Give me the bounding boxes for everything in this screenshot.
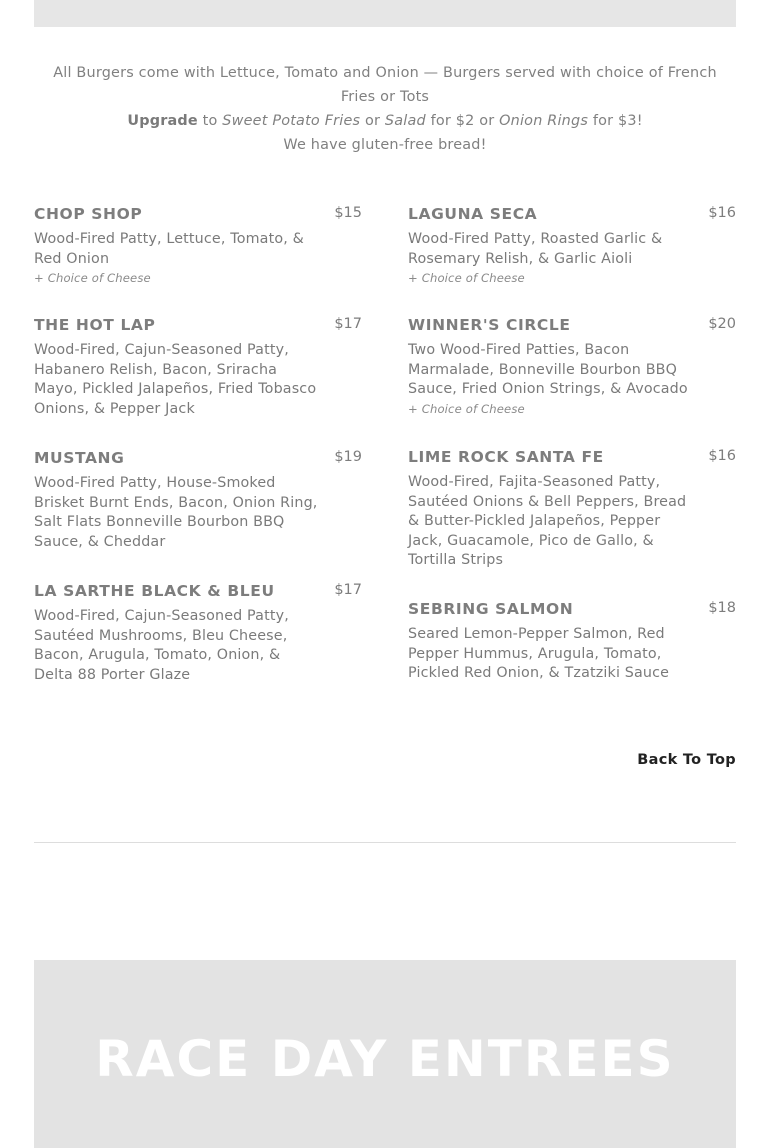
item-name: MUSTANG <box>34 449 125 467</box>
item-description <box>408 625 693 684</box>
item-price: $16 <box>708 205 736 221</box>
item-desc-text: Wood-Fired Patty, Roasted Garlic & Rosemary Relish, & Garlic Aioli <box>408 231 663 267</box>
back-to-top-link[interactable]: Back To Top <box>637 752 736 768</box>
option-sweet-potato: Sweet Potato Fries <box>222 113 361 129</box>
item-desc-text: Wood-Fired, Cajun-Seasoned Patty, Habanero Relish, Bacon, Sriracha Mayo, Pickled Jalapeños, Fried Tobasco Onions, & Pepper Jack <box>34 342 317 417</box>
item-desc-text: Wood-Fired, Fajita-Seasoned Patty, Sautéed Onions & Bell Peppers, Bread & Butter-Pickled Jalapeños, Pepper Jack, Guacamole, Pico de Gallo, & Tortilla Strips <box>408 474 687 569</box>
item-desc-text: Wood-Fired Patty, Lettuce, Tomato, & Red Onion <box>34 231 304 267</box>
item-note: + Choice of Cheese <box>408 271 525 286</box>
item-price: $16 <box>708 448 736 464</box>
item-description <box>34 341 319 419</box>
option-onion-rings: Onion Rings <box>499 113 589 129</box>
burger-intro <box>34 61 736 157</box>
item-desc-text: Two Wood-Fired Patties, Bacon Marmalade, Bonneville Bourbon BBQ Sauce, Fried Onion Strings, & Avocado <box>408 342 688 398</box>
item-price: $17 <box>334 316 362 332</box>
section-banner <box>34 960 736 1148</box>
item-description <box>34 230 319 287</box>
item-price: $17 <box>334 582 362 598</box>
item-name: WINNER'S CIRCLE <box>408 316 571 334</box>
intro-for-3: for $3! <box>588 113 643 129</box>
item-desc-text: Seared Lemon-Pepper Salmon, Red Pepper Hummus, Arugula, Tomato, Pickled Red Onion, & Tzatziki Sauce <box>408 626 670 682</box>
item-name: CHOP SHOP <box>34 205 143 223</box>
item-name: LIME ROCK SANTA FE <box>408 448 604 466</box>
item-price: $18 <box>708 600 736 616</box>
option-salad: Salad <box>384 113 426 129</box>
intro-or: or <box>360 113 385 129</box>
item-name: THE HOT LAP <box>34 316 156 334</box>
item-price: $19 <box>334 449 362 465</box>
item-name: LA SARTHE BLACK & BLEU <box>34 582 275 600</box>
item-name: SEBRING SALMON <box>408 600 574 618</box>
item-description <box>408 341 693 418</box>
item-desc-text: Wood-Fired Patty, House-Smoked Brisket Burnt Ends, Bacon, Onion Ring, Salt Flats Bonneville Bourbon BBQ Sauce, & Cheddar <box>34 475 318 550</box>
item-description <box>34 474 319 552</box>
item-description <box>34 607 319 685</box>
section-title: RACE DAY ENTREES <box>95 1030 675 1088</box>
intro-line-2 <box>34 109 736 133</box>
item-desc-text: Wood-Fired, Cajun-Seasoned Patty, Sautéed Mushrooms, Bleu Cheese, Bacon, Arugula, Tomato, Onion, & Delta 88 Porter Glaze <box>34 608 289 683</box>
intro-line-3: We have gluten-free bread! <box>283 137 487 153</box>
item-price: $15 <box>334 205 362 221</box>
divider <box>34 842 736 843</box>
item-price: $20 <box>708 316 736 332</box>
top-banner <box>34 0 736 27</box>
item-description <box>408 230 693 287</box>
intro-line-1: All Burgers come with Lettuce, Tomato and Onion — Burgers served with choice of French Fries or Tots <box>53 65 717 105</box>
item-note: + Choice of Cheese <box>408 401 525 416</box>
intro-to: to <box>197 113 223 129</box>
item-description <box>408 473 693 571</box>
upgrade-word: Upgrade <box>127 113 198 129</box>
intro-for-2: for $2 or <box>425 113 500 129</box>
item-name: LAGUNA SECA <box>408 205 538 223</box>
item-note: + Choice of Cheese <box>34 271 151 286</box>
